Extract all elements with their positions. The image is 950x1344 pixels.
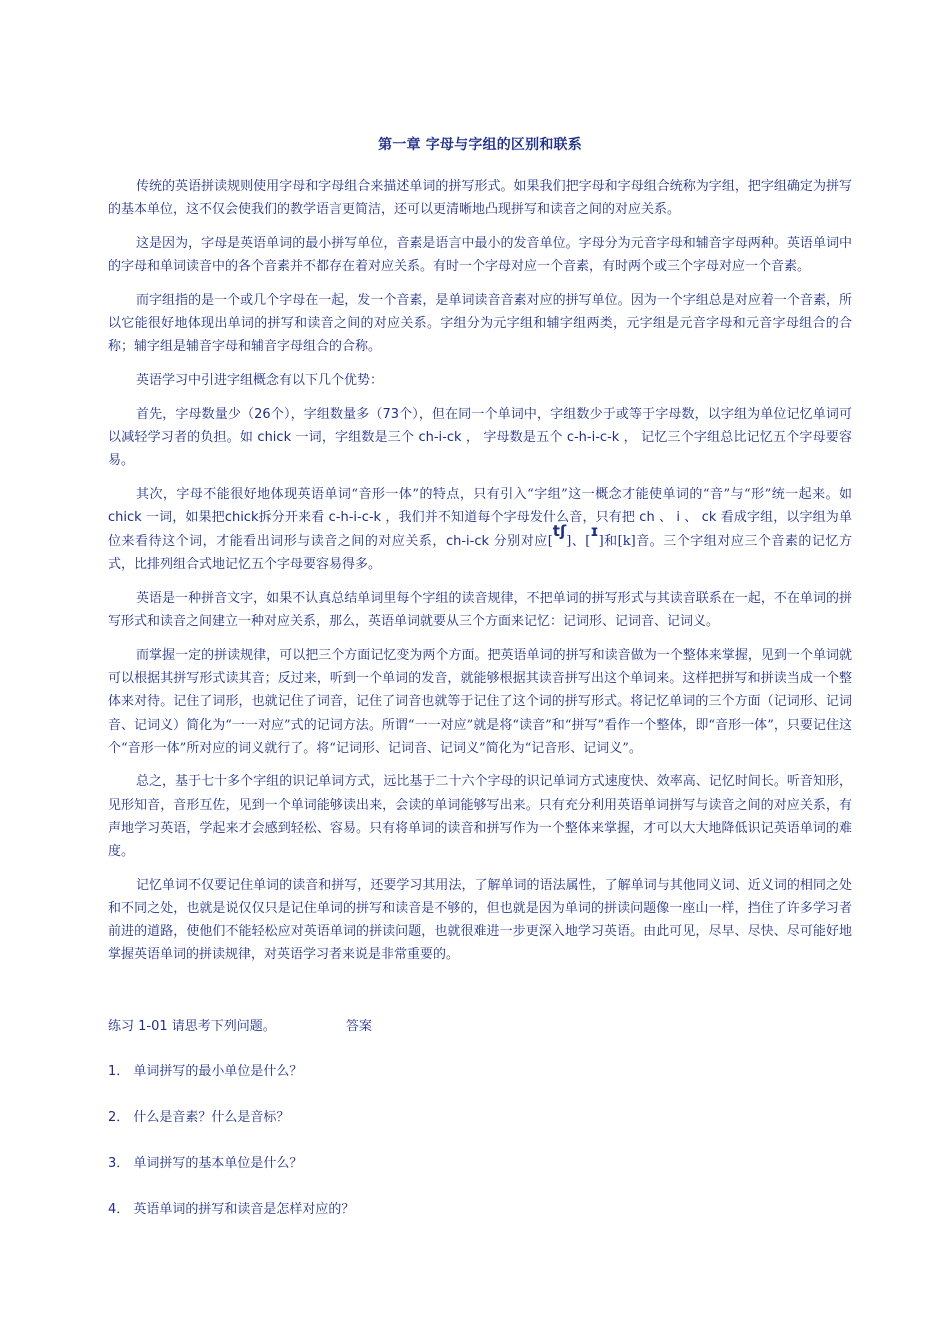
question-3 <box>108 1154 302 1174</box>
text-run: 一词，如果把 <box>145 509 225 525</box>
example-split: ch-i-ck <box>445 534 489 550</box>
text-run: 首先，字母数量少（ <box>136 406 255 422</box>
question-2 <box>108 1108 289 1128</box>
text-run: 看成字组，以字组为单位来看待这个词，才能看出词形与读音之间的对应关系， <box>108 509 852 550</box>
example-letter-group: ch <box>639 509 655 525</box>
answer-link[interactable]: 答案 <box>346 1019 373 1034</box>
ipa-symbol: ɪ <box>590 522 599 541</box>
question-number: 3． <box>108 1156 130 1171</box>
paragraph-8: 而掌握一定的拼读规律，可以把三个方面记忆变为两个方面。把英语单词的拼写和读音做为一个整体来掌握，见到一个单词就可以根据其拼写形式读其音；反过来，听到一个单词的发音，就能够根据其读音拼写出这个单词来。这样把拼写和拼读当成一个整体来对待。记住了词形，也就记住了词音，记住了词音也就等于记住了这个词的拼写形式。将记忆单词的三个方面（记词形、记词音、记词义）简化为“一一对应”式的记词方法。所谓“一一对应”就是将“读音”和“拼写”看作一个整体，即“音形一体”，只要记住这个“音形一体”所对应的词义就行了。将“记词形、记词音、记词义”简化为“记音形、记词义”。 <box>108 647 852 756</box>
text-run-number: 26 <box>254 406 271 422</box>
question-text: 什么是音素？什么是音标？ <box>133 1110 290 1125</box>
text-run: 拆分开来看 <box>258 509 325 525</box>
text-run: ， 记忆三个字组总比记忆五个字母要容易。 <box>108 429 852 469</box>
example-letter-group: i <box>676 509 681 525</box>
question-4 <box>108 1200 354 1220</box>
question-1 <box>108 1062 302 1082</box>
text-run: ， 字母数是五个 <box>465 429 563 445</box>
example-split: c-h-i-c-k <box>328 509 382 525</box>
paragraph-10: 记忆单词不仅要记住单词的读音和拼写，还要学习其用法，了解单词的语法属性，了解单词与其他同义词、近义词的相同之处和不同之处，也就是说仅仅只是记住单词的拼写和读音是不够的，但也就是因为单词的拼读问题像一座山一样，挡住了许多学习者前进的道路，使他们不能轻松应对英语单词的拼读问题，也就很难进一步更深入地学习英语。由此可见，尽早、尽快、尽可能好地掌握英语单词的拼读规律，对英语学习者来说是非常重要的。 <box>108 877 852 963</box>
text-run: 、 <box>684 509 698 525</box>
exercise-text: 请思考下列问题。 <box>167 1019 276 1034</box>
question-number: 4． <box>108 1202 130 1217</box>
question-text: 单词拼写的基本单位是什么？ <box>133 1156 303 1171</box>
paragraph-6 <box>108 483 852 577</box>
example-letter-group: ck <box>701 509 717 525</box>
text-run: 、 <box>658 509 673 525</box>
example-word: chick <box>108 509 142 525</box>
example-word: chick <box>257 429 292 445</box>
document-body <box>108 175 852 977</box>
example-split: ch-i-ck <box>418 429 462 445</box>
paragraph-4: 英语学习中引进字组概念有以下几个优势： <box>136 372 384 388</box>
paragraph-1: 传统的英语拼读规则使用字母和字母组合来描述单词的拼写形式。如果我们把字母和字母组合统称为字组，把字组确定为拼写的基本单位，这不仅会使我们的教学语言更简洁，还可以更清晰地凸现拼写和读音之间的对应关系。 <box>108 179 852 218</box>
exercise-heading <box>108 1017 276 1037</box>
exercise-code: 1-01 <box>138 1019 168 1034</box>
paragraph-3: 而字组指的是一个或几个字母在一起，发一个音素，是单词读音音素对应的拼写单位。因为一个字组总是对应着一个音素，所以它能很好地体现出单词的拼写和读音之间的对应关系。字组分为元字组和辅字组两类，元字组是元音字母和元音字母组合的合称；辅字组是辅音字母和辅音字母组合的合称。 <box>108 292 852 355</box>
text-run: ]和[k]音。三个字组对应三个音素的记忆方式，比排列组合式地记忆五个字母要容易得多。 <box>108 534 852 573</box>
question-text: 英语单词的拼写和读音是怎样对应的？ <box>133 1202 355 1217</box>
chapter-title: 第一章 字母与字组的区别和联系 <box>378 137 582 153</box>
question-number: 2． <box>108 1110 130 1125</box>
paragraph-7: 英语是一种拼音文字，如果不认真总结单词里每个字组的读音规律，不把单词的拼写形式与其读音联系在一起，不在单词的拼写形式和读音之间建立一种对应关系，那么，英语单词就要从三个方面来记忆：记词形、记词音、记词义。 <box>108 591 852 630</box>
text-run: ，我们并不知道每个字母发什么音，只有把 <box>385 509 636 525</box>
paragraph-5 <box>108 403 852 473</box>
text-run: 其次，字母不能很好地体现英语单词“音形一体”的特点，只有引入“字组”这一概念才能使单词的“音”与“形”统一起来。如 <box>136 486 852 502</box>
paragraph-9: 总之，基于七十多个字组的识记单词方式，远比基于二十六个字母的识记单词方式速度快、效率高、记忆时间长。听音知形，见形知音，音形互佐，见到一个单词能够读出来，会读的单词能够写出来。只有充分利用英语单词拼写与读音之间的对应关系，有声地学习英语，学起来才会感到轻松、容易。只有将单词的读音和拼写作为一个整体来掌握，才可以大大地降低识记英语单词的难度。 <box>108 774 852 860</box>
example-split: c-h-i-c-k <box>566 429 620 445</box>
question-number: 1． <box>108 1064 130 1079</box>
text-run: 一词，字组数是三个 <box>295 429 415 445</box>
text-run-number: 73 <box>382 406 400 422</box>
text-run: 分别对应[ <box>493 534 553 550</box>
text-run: 个），但在同一个单词中，字组数少于或等于字母数，以字组为单位记忆单词可以减轻学习者的负担。如 <box>108 406 852 445</box>
question-text: 单词拼写的最小单位是什么？ <box>133 1064 303 1079</box>
text-run: 个），字组数量多（ <box>270 406 383 422</box>
ipa-symbol: tʃ <box>552 522 567 541</box>
paragraph-2: 这是因为，字母是英语单词的最小拼写单位，音素是语言中最小的发音单位。字母分为元音字母和辅音字母两种。英语单词中的字母和单词读音中的各个音素并不都存在着对应关系。有时一个字母对应一个音素，有时两个或三个字母对应一个音素。 <box>108 235 852 275</box>
example-word: chick <box>224 509 259 525</box>
exercise-prefix: 练习 <box>108 1019 139 1034</box>
text-run: ]、[ <box>566 534 591 550</box>
